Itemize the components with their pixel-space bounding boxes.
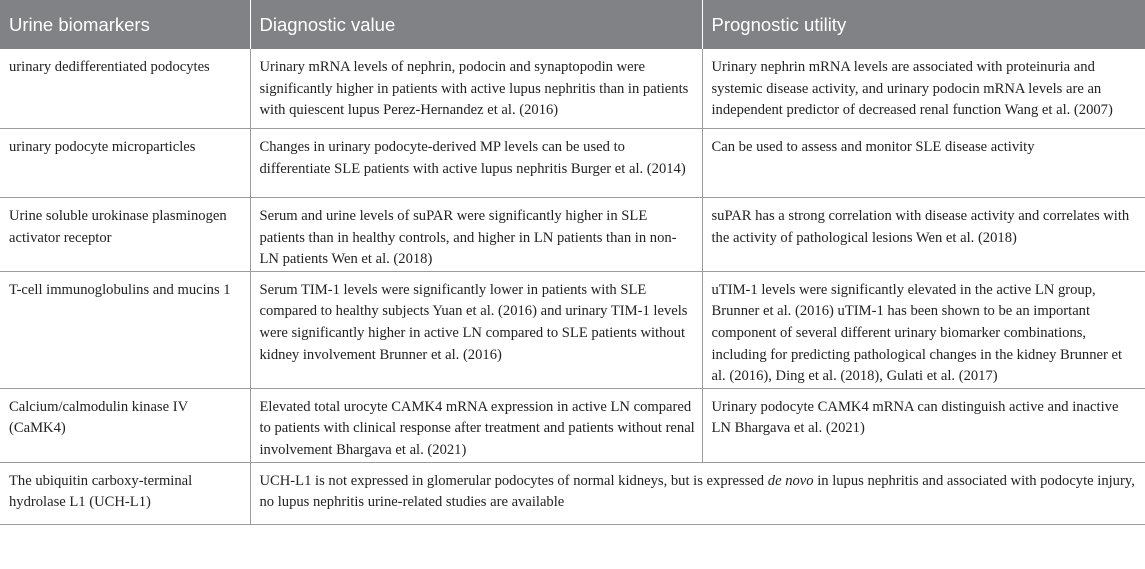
- prognostic-cell: suPAR has a strong correlation with disease activity and correlates with the activity of pathological lesions Wen et al. (2018): [702, 198, 1145, 272]
- diagnostic-cell: Urinary mRNA levels of nephrin, podocin and synaptopodin were significantly higher in patients with active lupus nephritis than in patients with quiescent lupus Perez-Hernandez et al. (2016): [250, 49, 702, 129]
- merged-text-post: in lupus nephritis and associated with podocyte injury, no lupus nephritis urine-related studies are available: [259, 472, 1135, 511]
- biomarker-cell: urinary podocyte microparticles: [0, 129, 250, 198]
- biomarker-cell: T-cell immunoglobulins and mucins 1: [0, 271, 250, 388]
- table-row: [0, 49, 1145, 129]
- prognostic-cell: Urinary nephrin mRNA levels are associated with proteinuria and systemic disease activity, and urinary podocin mRNA levels are an independent predictor of decreased renal function Wang et al. (2007): [702, 49, 1145, 129]
- biomarker-cell: urinary dedifferentiated podocytes: [0, 49, 250, 129]
- table-row: [0, 388, 1145, 462]
- header-diagnostic-value: Diagnostic value: [250, 0, 702, 49]
- biomarker-cell: The ubiquitin carboxy-terminal hydrolase L1 (UCH-L1): [0, 462, 250, 524]
- prognostic-cell: uTIM-1 levels were significantly elevated in the active LN group, Brunner et al. (2016) uTIM-1 has been shown to be an important component of several different urinary biomarker combinations, including for predicting pathological changes in the kidney Brunner et al. (2016), Ding et al. (2018), Gulati et al. (2017): [702, 271, 1145, 388]
- merged-text-italic: de novo: [767, 472, 814, 489]
- diagnostic-cell: Serum TIM-1 levels were significantly lower in patients with SLE compared to healthy subjects Yuan et al. (2016) and urinary TIM-1 levels were significantly higher in active LN compared to SLE patients without kidney involvement Brunner et al. (2016): [250, 271, 702, 388]
- merged-value-cell: [250, 462, 1145, 524]
- table-row: [0, 198, 1145, 272]
- table-row: [0, 462, 1145, 524]
- prognostic-cell: Can be used to assess and monitor SLE disease activity: [702, 129, 1145, 198]
- header-urine-biomarkers: Urine biomarkers: [0, 0, 250, 49]
- biomarker-cell: Calcium/calmodulin kinase IV (CaMK4): [0, 388, 250, 462]
- diagnostic-cell: Changes in urinary podocyte-derived MP levels can be used to differentiate SLE patients with active lupus nephritis Burger et al. (2014): [250, 129, 702, 198]
- table-row: [0, 271, 1145, 388]
- prognostic-cell: Urinary podocyte CAMK4 mRNA can distinguish active and inactive LN Bhargava et al. (2021): [702, 388, 1145, 462]
- merged-text-pre: UCH-L1 is not expressed in glomerular podocytes of normal kidneys, but is expressed: [259, 472, 768, 489]
- header-prognostic-utility: Prognostic utility: [702, 0, 1145, 49]
- diagnostic-cell: Elevated total urocyte CAMK4 mRNA expression in active LN compared to patients with clinical response after treatment and patients without renal involvement Bhargava et al. (2021): [250, 388, 702, 462]
- table-header-row: [0, 0, 1145, 49]
- table-row: [0, 129, 1145, 198]
- diagnostic-cell: Serum and urine levels of suPAR were significantly higher in SLE patients than in healthy controls, and higher in LN patients than in non-LN patients Wen et al. (2018): [250, 198, 702, 272]
- biomarker-cell: Urine soluble urokinase plasminogen activator receptor: [0, 198, 250, 272]
